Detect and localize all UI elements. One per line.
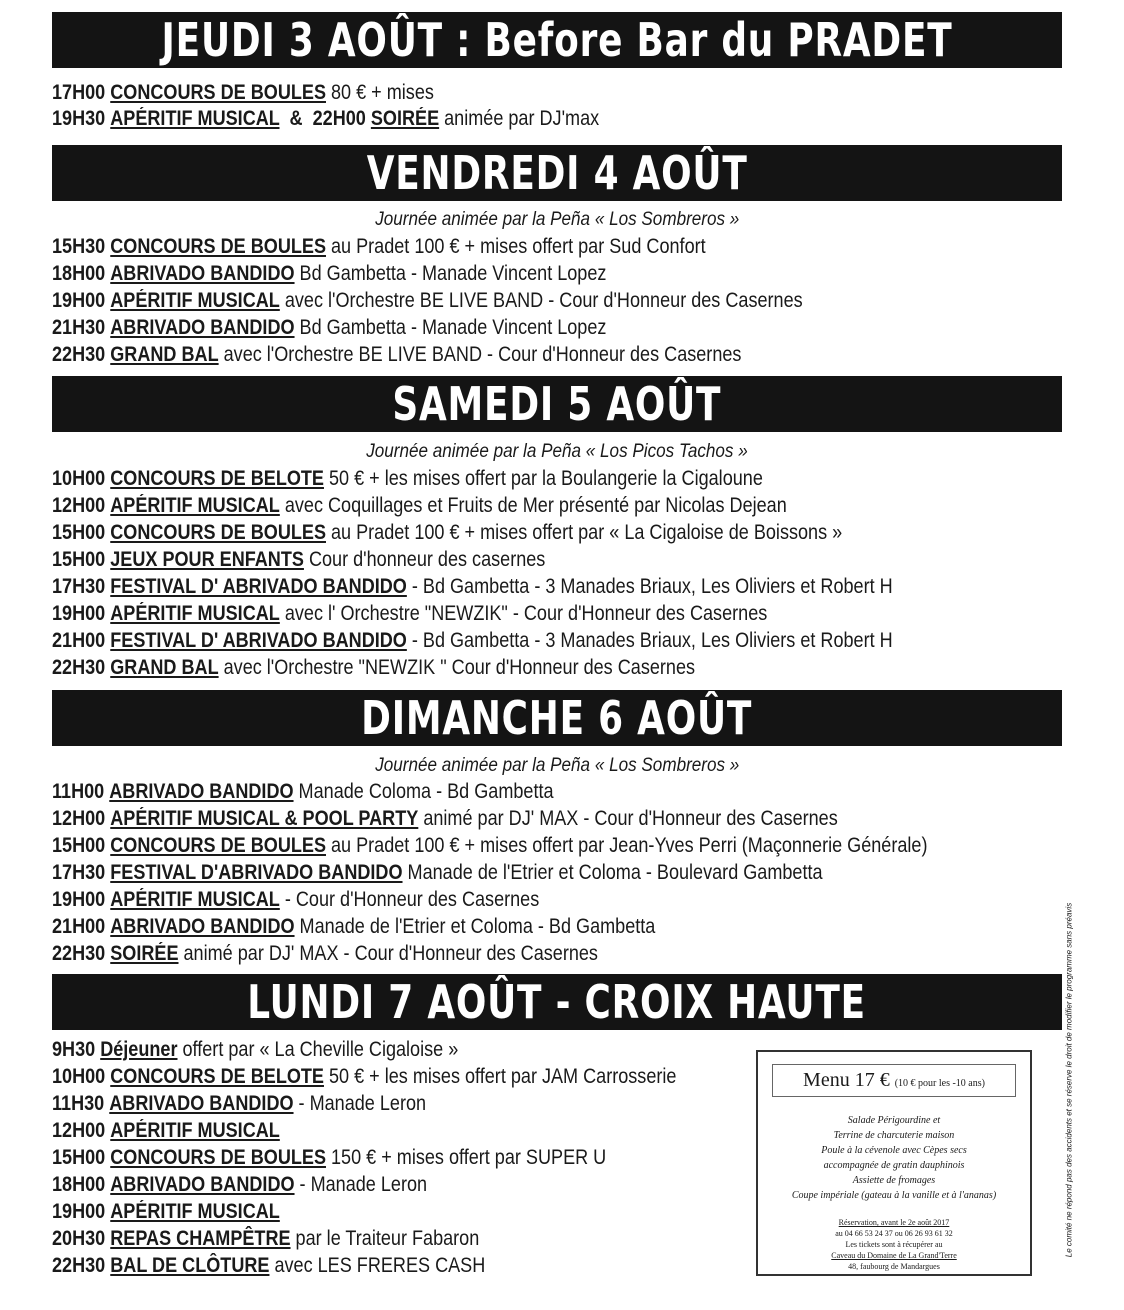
event-row: 21H30 ABRIVADO BANDIDO Bd Gambetta - Manade Vincent Lopez bbox=[52, 316, 607, 339]
event-row: 18H00 ABRIVADO BANDIDO Bd Gambetta - Manade Vincent Lopez bbox=[52, 262, 607, 285]
side-disclaimer: Le comité ne répond pas des accidents et se réserve le droit de modifier le programme sans préavis bbox=[1064, 902, 1074, 1258]
menu-title: Menu 17 € (10 € pour les -10 ans) bbox=[772, 1064, 1016, 1097]
event-row: 12H00 APÉRITIF MUSICAL & POOL PARTY animé par DJ' MAX - Cour d'Honneur des Casernes bbox=[52, 807, 838, 830]
event-row: 19H00 APÉRITIF MUSICAL bbox=[52, 1200, 280, 1223]
day-banner-samedi: SAMEDI 5 AOÛT bbox=[52, 376, 1062, 432]
event-row: 21H00 ABRIVADO BANDIDO Manade de l'Etrier et Coloma - Bd Gambetta bbox=[52, 915, 656, 938]
day-subtitle: Journée animée par la Peña « Los Sombreros » bbox=[374, 209, 740, 230]
event-row: 15H00 JEUX POUR ENFANTS Cour d'honneur des casernes bbox=[52, 548, 546, 571]
event-row: 15H00 CONCOURS DE BOULES au Pradet 100 € + mises offert par Jean-Yves Perri (Maçonnerie Générale) bbox=[52, 834, 928, 857]
event-row: 22H30 BAL DE CLÔTURE avec LES FRERES CASH bbox=[52, 1254, 486, 1277]
event-row: 10H00 CONCOURS DE BELOTE 50 € + les mises offert par la Boulangerie la Cigaloune bbox=[52, 467, 763, 490]
event-row: 12H00 APÉRITIF MUSICAL avec Coquillages et Fruits de Mer présenté par Nicolas Dejean bbox=[52, 494, 787, 517]
event-row: 22H30 GRAND BAL avec l'Orchestre BE LIVE BAND - Cour d'Honneur des Casernes bbox=[52, 343, 742, 366]
event-row: 22H30 GRAND BAL avec l'Orchestre "NEWZIK " Cour d'Honneur des Casernes bbox=[52, 656, 696, 679]
event-row: 15H00 CONCOURS DE BOULES au Pradet 100 € + mises offert par « La Cigaloise de Boissons » bbox=[52, 521, 843, 544]
event-row: 10H00 CONCOURS DE BELOTE 50 € + les mises offert par JAM Carrosserie bbox=[52, 1065, 677, 1088]
day-banner-lundi: LUNDI 7 AOÛT - CROIX HAUTE bbox=[52, 974, 1062, 1030]
event-row: 19H30 APÉRITIF MUSICAL & 22H00 SOIRÉE animée par DJ'max bbox=[52, 107, 600, 130]
event-row: 9H30 Déjeuner offert par « La Cheville Cigaloise » bbox=[52, 1038, 459, 1061]
menu-reservation: Réservation, avant le 2e août 2017 au 04 66 53 24 37 ou 06 26 93 61 32 Les tickets sont à récupérer au Caveau du Domaine de La Grand'Terre 48, faubourg de Mandargues bbox=[831, 1218, 957, 1271]
day-subtitle: Journée animée par la Peña « Los Picos Tachos » bbox=[366, 441, 748, 462]
event-row: 19H00 APÉRITIF MUSICAL avec l'Orchestre BE LIVE BAND - Cour d'Honneur des Casernes bbox=[52, 289, 803, 312]
event-row: 19H00 APÉRITIF MUSICAL avec l' Orchestre "NEWZIK" - Cour d'Honneur des Casernes bbox=[52, 602, 768, 625]
day-banner-dimanche: DIMANCHE 6 AOÛT bbox=[52, 690, 1062, 746]
day-banner-vendredi: VENDREDI 4 AOÛT bbox=[52, 145, 1062, 201]
event-row: 12H00 APÉRITIF MUSICAL bbox=[52, 1119, 280, 1142]
event-row: 22H30 SOIRÉE animé par DJ' MAX - Cour d'Honneur des Casernes bbox=[52, 942, 598, 965]
event-row: 19H00 APÉRITIF MUSICAL - Cour d'Honneur des Casernes bbox=[52, 888, 540, 911]
event-row: 17H30 FESTIVAL D' ABRIVADO BANDIDO - Bd Gambetta - 3 Manades Briaux, Les Oliviers et Robert H bbox=[52, 575, 893, 598]
menu-box bbox=[756, 1050, 1032, 1276]
event-row: 20H30 REPAS CHAMPÊTRE par le Traiteur Fabaron bbox=[52, 1227, 480, 1250]
day-subtitle: Journée animée par la Peña « Los Sombreros » bbox=[374, 755, 740, 776]
day-banner-jeudi: JEUDI 3 AOÛT : Before Bar du PRADET bbox=[52, 12, 1062, 68]
event-row: 17H30 FESTIVAL D'ABRIVADO BANDIDO Manade de l'Etrier et Coloma - Boulevard Gambetta bbox=[52, 861, 823, 884]
menu-dishes: Salade Périgourdine et Terrine de charcuterie maison Poule à la cévenole avec Cèpes secs accompagnée de gratin dauphinois Assiette de fromages Coupe impériale (gateau à la vanille et à l'ananas) bbox=[791, 1115, 997, 1201]
event-row: 15H00 CONCOURS DE BOULES 150 € + mises offert par SUPER U bbox=[52, 1146, 607, 1169]
event-row: 11H00 ABRIVADO BANDIDO Manade Coloma - Bd Gambetta bbox=[52, 780, 554, 803]
event-row: 21H00 FESTIVAL D' ABRIVADO BANDIDO - Bd Gambetta - 3 Manades Briaux, Les Oliviers et Robert H bbox=[52, 629, 893, 652]
event-row: 17H00 CONCOURS DE BOULES 80 € + mises bbox=[52, 81, 434, 104]
event-row: 15H30 CONCOURS DE BOULES au Pradet 100 € + mises offert par Sud Confort bbox=[52, 235, 706, 258]
event-row: 18H00 ABRIVADO BANDIDO - Manade Leron bbox=[52, 1173, 428, 1196]
event-row: 11H30 ABRIVADO BANDIDO - Manade Leron bbox=[52, 1092, 427, 1115]
